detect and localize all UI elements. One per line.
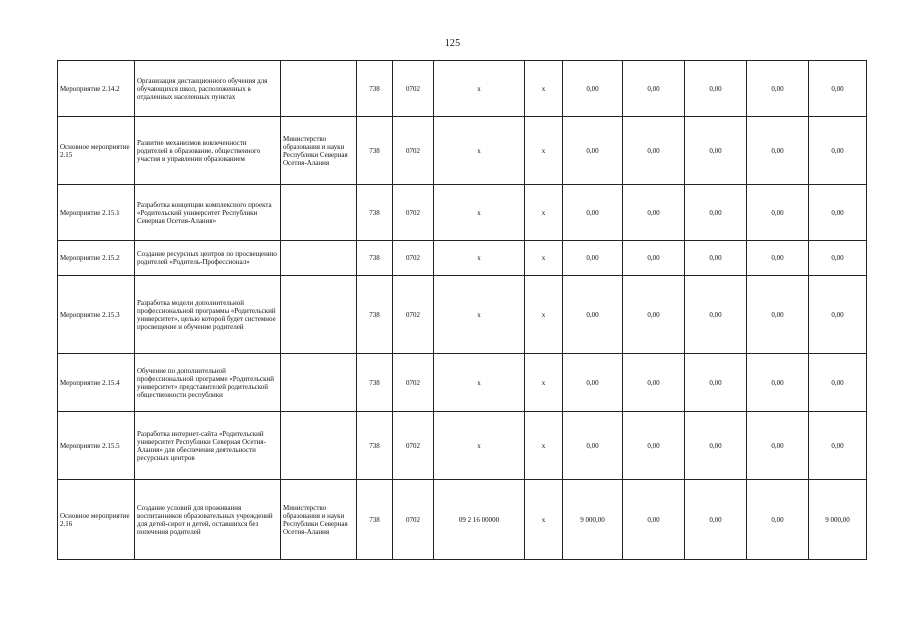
amount-cell: 0,00 bbox=[563, 61, 623, 117]
name-cell: Обучение по дополнительной профессиональной программе «Родительский университет» представителей родительской общественности республики bbox=[135, 354, 281, 412]
csr-cell: х bbox=[434, 276, 525, 354]
amount-cell: 0,00 bbox=[563, 185, 623, 241]
amount-cell: 0,00 bbox=[809, 241, 867, 276]
rzpr-cell: 0702 bbox=[393, 185, 434, 241]
name-cell: Разработка концепции комплексного проекта «Родительский университет Республики Северная Осетия-Алания» bbox=[135, 185, 281, 241]
grbs-cell: 738 bbox=[357, 185, 393, 241]
amount-cell: 0,00 bbox=[809, 117, 867, 185]
name-cell: Создание условий для проживания воспитанников образовательных учреждений для детей-сирот и детей, оставшихся без попечения родителей bbox=[135, 480, 281, 560]
grbs-cell: 738 bbox=[357, 117, 393, 185]
amount-cell: 0,00 bbox=[623, 480, 685, 560]
amount-cell: 0,00 bbox=[685, 276, 747, 354]
vr-cell: х bbox=[525, 241, 563, 276]
amount-cell: 0,00 bbox=[809, 412, 867, 480]
table-row bbox=[58, 276, 867, 354]
amount-cell: 0,00 bbox=[685, 185, 747, 241]
amount-cell: 0,00 bbox=[685, 412, 747, 480]
vr-cell: х bbox=[525, 480, 563, 560]
table-row bbox=[58, 480, 867, 560]
amount-cell: 0,00 bbox=[623, 117, 685, 185]
executor-cell bbox=[281, 276, 357, 354]
vr-cell: х bbox=[525, 276, 563, 354]
table-body bbox=[58, 61, 867, 560]
amount-cell: 0,00 bbox=[747, 354, 809, 412]
amount-cell: 0,00 bbox=[809, 276, 867, 354]
csr-cell: х bbox=[434, 354, 525, 412]
amount-cell: 0,00 bbox=[685, 241, 747, 276]
vr-cell: х bbox=[525, 412, 563, 480]
vr-cell: х bbox=[525, 117, 563, 185]
amount-cell: 0,00 bbox=[685, 480, 747, 560]
executor-cell: Министерство образования и науки Республики Северная Осетия-Алания bbox=[281, 480, 357, 560]
amount-cell: 0,00 bbox=[623, 241, 685, 276]
budget-table bbox=[57, 60, 867, 560]
amount-cell: 0,00 bbox=[563, 276, 623, 354]
amount-cell: 0,00 bbox=[747, 412, 809, 480]
amount-cell: 9 000,00 bbox=[809, 480, 867, 560]
amount-cell: 0,00 bbox=[623, 61, 685, 117]
csr-cell: 09 2 16 00000 bbox=[434, 480, 525, 560]
amount-cell: 0,00 bbox=[747, 61, 809, 117]
amount-cell: 9 000,00 bbox=[563, 480, 623, 560]
rzpr-cell: 0702 bbox=[393, 61, 434, 117]
grbs-cell: 738 bbox=[357, 241, 393, 276]
status-cell: Мероприятие 2.15.3 bbox=[58, 276, 135, 354]
amount-cell: 0,00 bbox=[747, 480, 809, 560]
executor-cell bbox=[281, 61, 357, 117]
name-cell: Развитие механизмов вовлеченности родителей в образование, общественного участия в управлении образованием bbox=[135, 117, 281, 185]
amount-cell: 0,00 bbox=[623, 185, 685, 241]
name-cell: Организация дистанционного обучения для обучающихся школ, расположенных в отдаленных населенных пунктах bbox=[135, 61, 281, 117]
rzpr-cell: 0702 bbox=[393, 276, 434, 354]
name-cell: Разработка интернет-сайта «Родительский университет Республики Северная Осетия-Алания» для обеспечения деятельности ресурсных центров bbox=[135, 412, 281, 480]
grbs-cell: 738 bbox=[357, 354, 393, 412]
csr-cell: х bbox=[434, 117, 525, 185]
amount-cell: 0,00 bbox=[563, 412, 623, 480]
status-cell: Основное мероприятие 2.15 bbox=[58, 117, 135, 185]
amount-cell: 0,00 bbox=[623, 354, 685, 412]
grbs-cell: 738 bbox=[357, 412, 393, 480]
amount-cell: 0,00 bbox=[809, 354, 867, 412]
table-row bbox=[58, 117, 867, 185]
vr-cell: х bbox=[525, 354, 563, 412]
amount-cell: 0,00 bbox=[685, 61, 747, 117]
amount-cell: 0,00 bbox=[747, 185, 809, 241]
amount-cell: 0,00 bbox=[747, 117, 809, 185]
amount-cell: 0,00 bbox=[809, 61, 867, 117]
grbs-cell: 738 bbox=[357, 480, 393, 560]
csr-cell: х bbox=[434, 61, 525, 117]
vr-cell: х bbox=[525, 185, 563, 241]
executor-cell bbox=[281, 185, 357, 241]
csr-cell: х bbox=[434, 185, 525, 241]
amount-cell: 0,00 bbox=[623, 412, 685, 480]
amount-cell: 0,00 bbox=[563, 354, 623, 412]
table-row bbox=[58, 241, 867, 276]
amount-cell: 0,00 bbox=[747, 241, 809, 276]
amount-cell: 0,00 bbox=[809, 185, 867, 241]
table-row bbox=[58, 185, 867, 241]
executor-cell bbox=[281, 412, 357, 480]
rzpr-cell: 0702 bbox=[393, 412, 434, 480]
rzpr-cell: 0702 bbox=[393, 354, 434, 412]
table-row bbox=[58, 354, 867, 412]
executor-cell: Министерство образования и науки Республики Северная Осетия-Алания bbox=[281, 117, 357, 185]
amount-cell: 0,00 bbox=[623, 276, 685, 354]
vr-cell: х bbox=[525, 61, 563, 117]
amount-cell: 0,00 bbox=[747, 276, 809, 354]
status-cell: Мероприятие 2.14.2 bbox=[58, 61, 135, 117]
amount-cell: 0,00 bbox=[563, 241, 623, 276]
amount-cell: 0,00 bbox=[685, 117, 747, 185]
page-number: 125 bbox=[444, 38, 461, 49]
grbs-cell: 738 bbox=[357, 61, 393, 117]
executor-cell bbox=[281, 241, 357, 276]
rzpr-cell: 0702 bbox=[393, 241, 434, 276]
amount-cell: 0,00 bbox=[685, 354, 747, 412]
table-row bbox=[58, 61, 867, 117]
status-cell: Мероприятие 2.15.5 bbox=[58, 412, 135, 480]
amount-cell: 0,00 bbox=[563, 117, 623, 185]
status-cell: Мероприятие 2.15.2 bbox=[58, 241, 135, 276]
csr-cell: х bbox=[434, 412, 525, 480]
name-cell: Разработка модели дополнительной профессиональной программы «Родительский университет», целью которой будет системное просвещение и обучение родителей bbox=[135, 276, 281, 354]
rzpr-cell: 0702 bbox=[393, 117, 434, 185]
csr-cell: х bbox=[434, 241, 525, 276]
grbs-cell: 738 bbox=[357, 276, 393, 354]
status-cell: Мероприятие 2.15.1 bbox=[58, 185, 135, 241]
executor-cell bbox=[281, 354, 357, 412]
status-cell: Мероприятие 2.15.4 bbox=[58, 354, 135, 412]
name-cell: Создание ресурсных центров по просвещению родителей «Родитель-Профессионал» bbox=[135, 241, 281, 276]
status-cell: Основное мероприятие 2.16 bbox=[58, 480, 135, 560]
table-row bbox=[58, 412, 867, 480]
rzpr-cell: 0702 bbox=[393, 480, 434, 560]
